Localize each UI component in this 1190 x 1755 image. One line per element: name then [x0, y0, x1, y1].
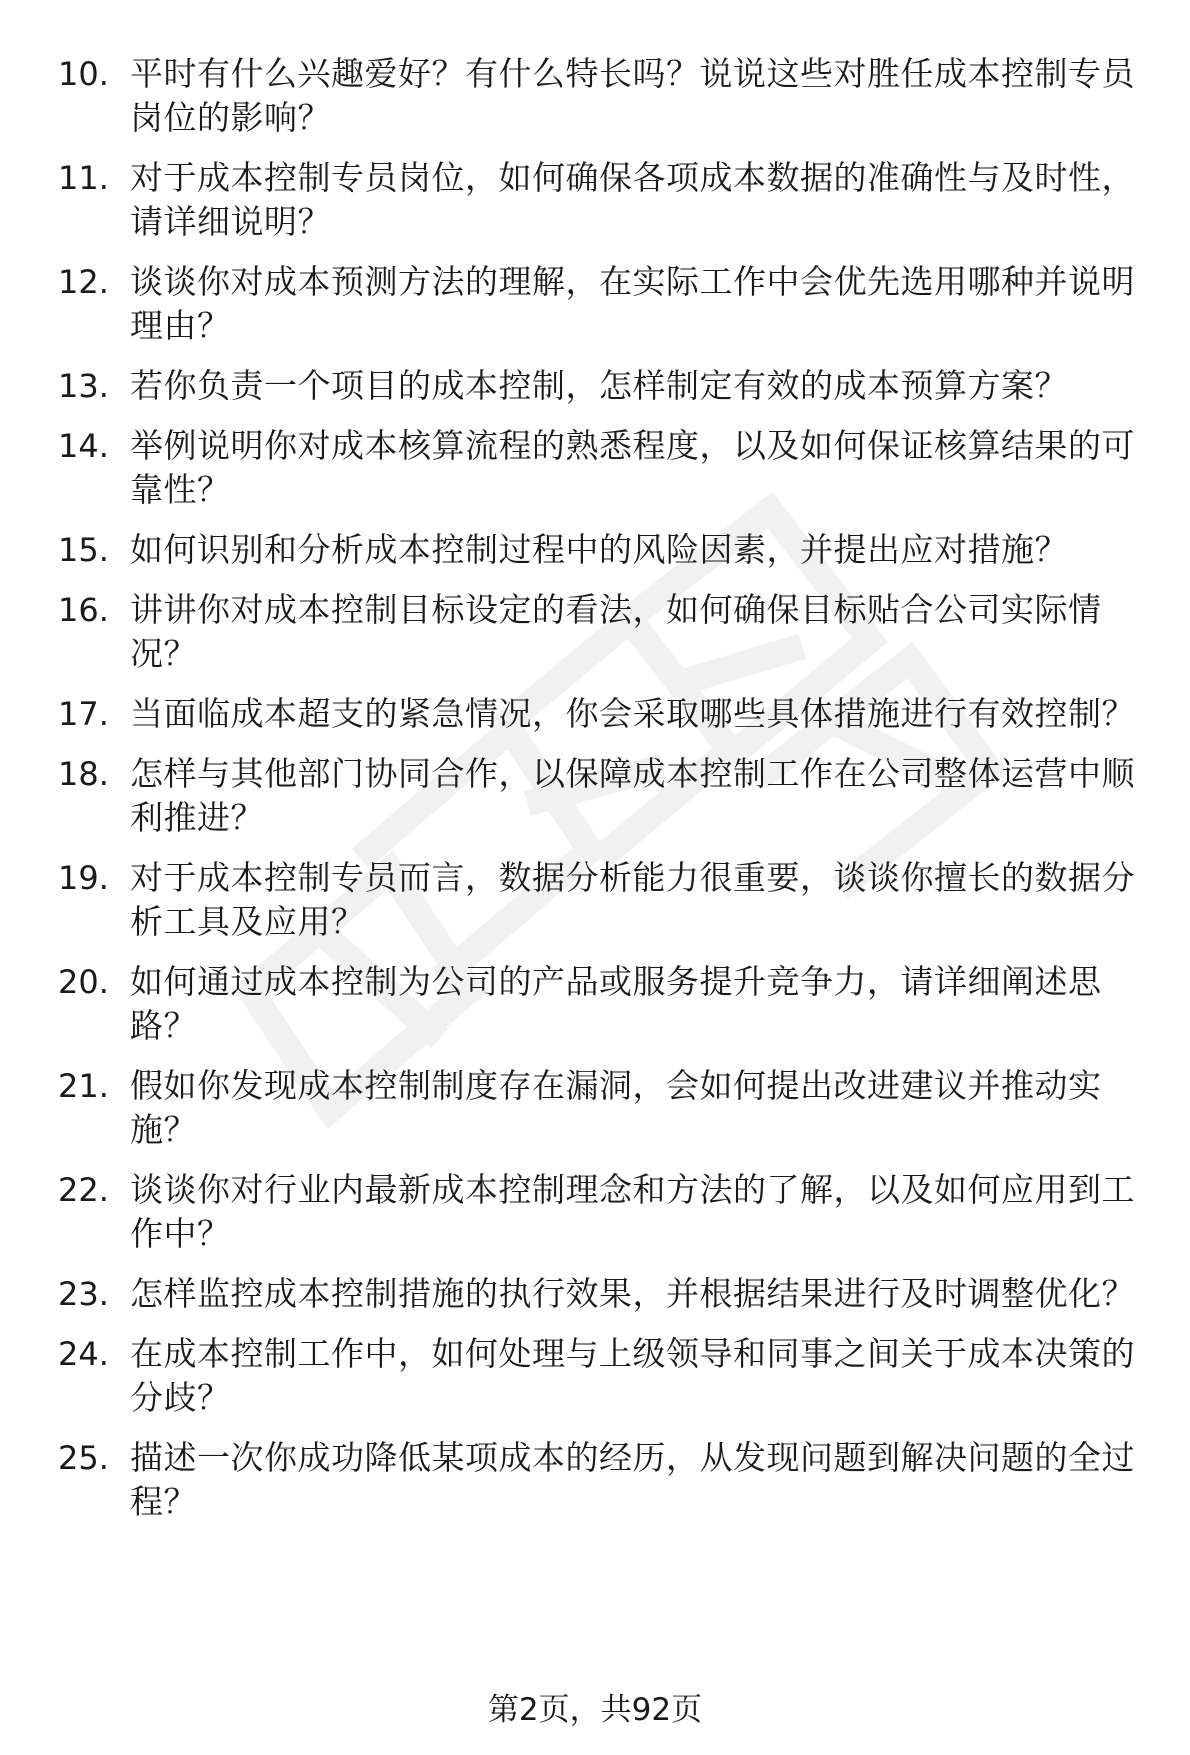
question-number: 17.	[58, 695, 109, 733]
question-number: 14.	[58, 427, 109, 465]
question-number: 12.	[58, 263, 109, 301]
list-item	[0, 752, 1190, 840]
list-item	[0, 156, 1190, 244]
list-item	[0, 260, 1190, 348]
list-item	[0, 1332, 1190, 1420]
question-text: 当面临成本超支的紧急情况，你会采取哪些具体措施进行有效控制？	[130, 694, 1135, 733]
list-item	[0, 528, 1190, 572]
list-item	[0, 52, 1190, 140]
question-text: 谈谈你对成本预测方法的理解，在实际工作中会优先选用哪种并说明理由？	[130, 262, 1135, 345]
question-text: 如何识别和分析成本控制过程中的风险因素，并提出应对措施？	[130, 530, 1068, 569]
list-item	[0, 692, 1190, 736]
list-item	[0, 1064, 1190, 1152]
list-item	[0, 588, 1190, 676]
question-number: 10.	[58, 55, 109, 93]
question-number: 15.	[58, 531, 109, 569]
question-text: 讲讲你对成本控制目标设定的看法，如何确保目标贴合公司实际情况？	[130, 590, 1102, 673]
question-text: 怎样监控成本控制措施的执行效果，并根据结果进行及时调整优化？	[130, 1274, 1135, 1313]
list-item	[0, 1436, 1190, 1524]
question-number: 11.	[58, 159, 109, 197]
question-text: 平时有什么兴趣爱好？有什么特长吗？说说这些对胜任成本控制专员岗位的影响？	[130, 54, 1135, 137]
question-number: 20.	[58, 963, 109, 1001]
question-text: 描述一次你成功降低某项成本的经历，从发现问题到解决问题的全过程？	[130, 1438, 1135, 1521]
question-text: 对于成本控制专员岗位，如何确保各项成本数据的准确性与及时性，请详细说明？	[130, 158, 1135, 241]
list-item	[0, 1168, 1190, 1256]
question-text: 举例说明你对成本核算流程的熟悉程度，以及如何保证核算结果的可靠性？	[130, 426, 1135, 509]
list-item	[0, 1272, 1190, 1316]
question-number: 13.	[58, 367, 109, 405]
question-number: 18.	[58, 755, 109, 793]
list-item	[0, 424, 1190, 512]
question-text: 怎样与其他部门协同合作，以保障成本控制工作在公司整体运营中顺利推进？	[130, 754, 1135, 837]
question-number: 24.	[58, 1335, 109, 1373]
question-list	[0, 52, 1190, 1540]
page-number-footer: 第2页，共92页	[487, 1692, 703, 1728]
list-item	[0, 856, 1190, 944]
question-number: 19.	[58, 859, 109, 897]
question-text: 谈谈你对行业内最新成本控制理念和方法的了解，以及如何应用到工作中？	[130, 1170, 1135, 1253]
question-text: 如何通过成本控制为公司的产品或服务提升竞争力，请详细阐述思路？	[130, 962, 1102, 1045]
question-text: 假如你发现成本控制制度存在漏洞，会如何提出改进建议并推动实施？	[130, 1066, 1102, 1149]
question-text: 在成本控制工作中，如何处理与上级领导和同事之间关于成本决策的分歧？	[130, 1334, 1135, 1417]
list-item	[0, 364, 1190, 408]
question-number: 16.	[58, 591, 109, 629]
list-item	[0, 960, 1190, 1048]
question-number: 21.	[58, 1067, 109, 1105]
question-number: 22.	[58, 1171, 109, 1209]
question-text: 若你负责一个项目的成本控制，怎样制定有效的成本预算方案？	[130, 366, 1068, 405]
question-text: 对于成本控制专员而言，数据分析能力很重要，谈谈你擅长的数据分析工具及应用？	[130, 858, 1135, 941]
question-number: 25.	[58, 1439, 109, 1477]
question-number: 23.	[58, 1275, 109, 1313]
